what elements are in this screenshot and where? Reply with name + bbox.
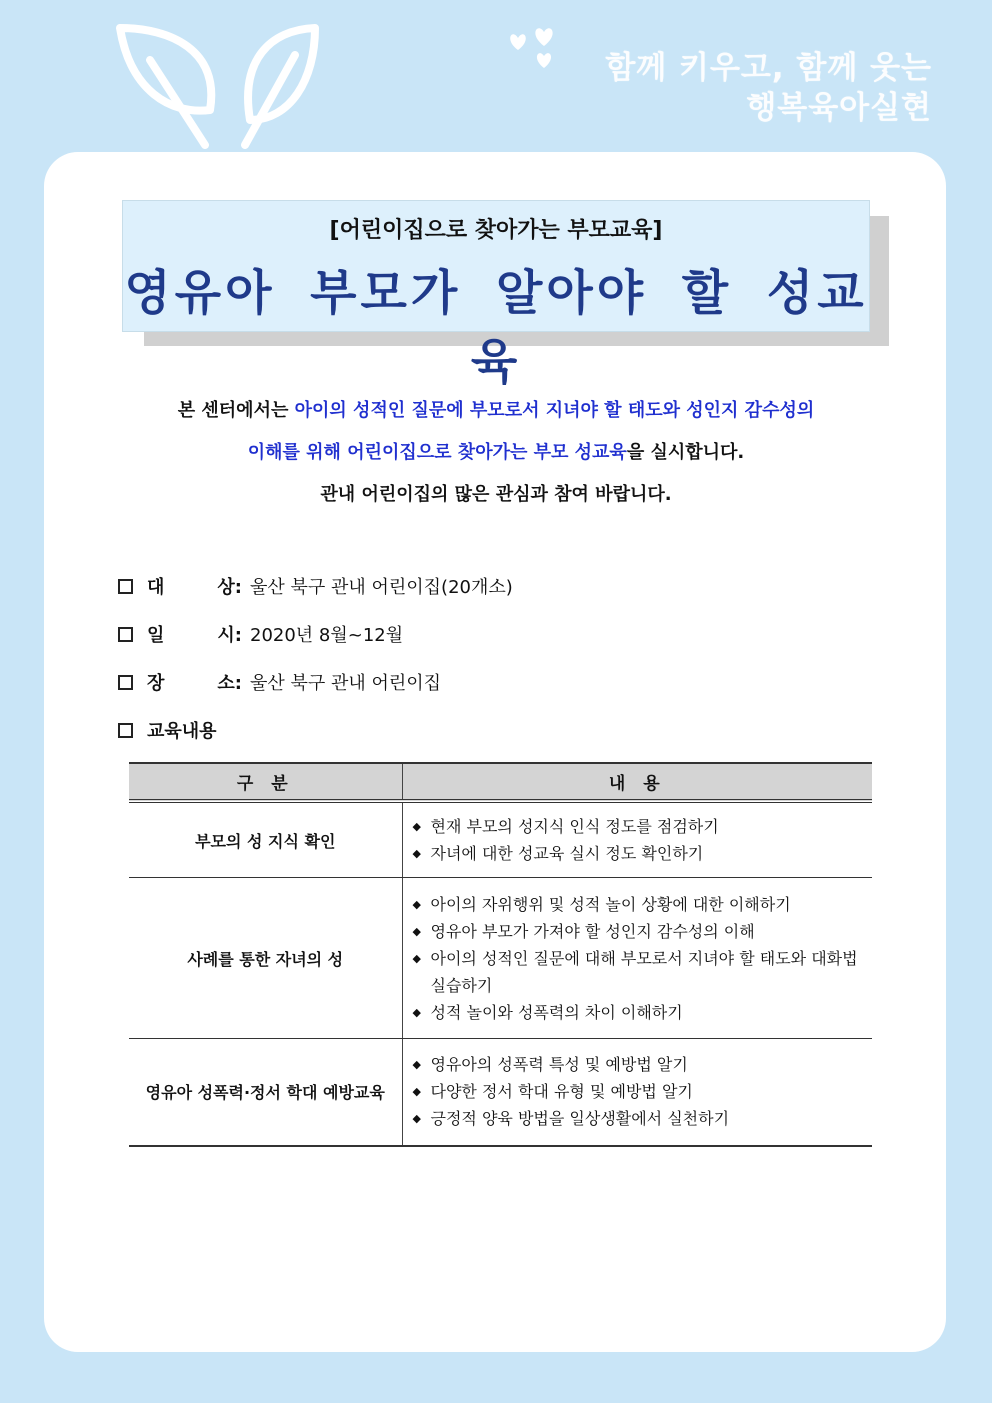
item-text: 현재 부모의 성지식 인식 정도를 점검하기 — [430, 817, 719, 836]
slogan — [605, 48, 932, 128]
info-label: 교육내용 — [147, 721, 217, 742]
list-item — [413, 891, 865, 918]
bullet-icon: ◆ — [412, 1058, 421, 1072]
intro-line-2 — [70, 432, 922, 474]
checkbox-icon — [118, 675, 133, 690]
checkbox-icon — [118, 723, 133, 738]
info-content — [118, 706, 878, 754]
education-table — [129, 762, 872, 1147]
slogan-line-1: 함께 키우고, 함께 웃는 — [605, 50, 932, 86]
title-subtitle: [어린이집으로 찾아가는 부모교육] — [329, 218, 663, 243]
table-category: 부모의 성 지식 확인 — [129, 801, 402, 878]
list-item — [413, 840, 865, 867]
bullet-icon: ◆ — [412, 1005, 421, 1019]
bullet-icon: ◆ — [412, 847, 421, 860]
info-place — [118, 658, 878, 706]
intro-text: 을 실시합니다. — [626, 442, 745, 463]
item-text: 아이의 성적인 질문에 대해 부모로서 지녀야 할 태도와 대화법 실습하기 — [430, 948, 858, 995]
list-item — [413, 1051, 865, 1078]
info-target — [118, 562, 878, 610]
intro-highlight: 아이의 성적인 질문에 부모로서 지녀야 할 태도와 성인지 감수성의 — [294, 400, 815, 421]
bullet-icon: ◆ — [412, 924, 421, 938]
item-text: 자녀에 대한 성교육 실시 정도 확인하기 — [430, 844, 704, 863]
label-part: 일 — [147, 625, 165, 646]
item-text: 성적 놀이와 성폭력의 차이 이해하기 — [430, 1002, 683, 1022]
label-part: 상: — [217, 577, 242, 598]
info-date — [118, 610, 878, 658]
hearts-icon — [508, 26, 568, 74]
leaf-decoration-icon — [110, 20, 330, 160]
intro-highlight: 이해를 위해 어린이집으로 찾아가는 부모 성교육 — [247, 442, 627, 463]
intro-line-1 — [70, 390, 922, 432]
intro-text: 본 센터에서는 — [177, 400, 295, 421]
checkbox-icon — [118, 627, 133, 642]
item-text: 영유아의 성폭력 특성 및 예방법 알기 — [430, 1055, 688, 1075]
intro-text: 관내 어린이집의 많은 관심과 참여 바랍니다. — [320, 484, 672, 505]
bullet-icon: ◆ — [412, 1112, 421, 1126]
intro-paragraph — [70, 390, 922, 516]
label-part: 소: — [217, 673, 242, 694]
item-text: 영유아 부모가 가져야 할 성인지 감수성의 이해 — [430, 921, 755, 941]
title-box — [122, 200, 870, 390]
intro-line-3 — [70, 474, 922, 516]
bullet-icon: ◆ — [412, 1085, 421, 1099]
info-value: 울산 북구 관내 어린이집(20개소) — [250, 577, 513, 598]
table-header-row — [129, 763, 872, 801]
table-header: 구 분 — [129, 763, 402, 801]
table-content — [402, 1039, 872, 1146]
table-row — [129, 878, 872, 1039]
table-category: 영유아 성폭력·정서 학대 예방교육 — [129, 1039, 402, 1146]
list-item — [413, 1078, 865, 1105]
label-part: 대 — [147, 577, 165, 598]
info-label — [147, 573, 242, 599]
table-row — [129, 801, 872, 878]
list-item — [413, 999, 865, 1026]
bullet-icon: ◆ — [412, 897, 421, 911]
label-part: 시: — [217, 625, 242, 646]
bullet-icon: ◆ — [412, 820, 421, 833]
slogan-line-2: 행복육아실현 — [746, 90, 932, 126]
list-item — [413, 918, 865, 945]
info-list — [118, 562, 878, 754]
info-label — [147, 669, 242, 695]
table-row — [129, 1039, 872, 1146]
page-title: 영유아 부모가 알아야 할 성교육 — [124, 265, 868, 390]
checkbox-icon — [118, 579, 133, 594]
info-value: 2020년 8월~12월 — [250, 625, 404, 646]
list-item — [413, 813, 865, 840]
item-text: 긍정적 양육 방법을 일상생활에서 실천하기 — [430, 1109, 730, 1129]
label-part: 장 — [147, 673, 165, 694]
list-item — [413, 1105, 865, 1132]
bullet-icon: ◆ — [412, 951, 421, 965]
info-label — [147, 621, 242, 647]
table-header: 내 용 — [402, 763, 872, 801]
table-category: 사례를 통한 자녀의 성 — [129, 878, 402, 1039]
item-text: 아이의 자위행위 및 성적 놀이 상황에 대한 이해하기 — [430, 894, 791, 914]
table-content — [402, 878, 872, 1039]
item-text: 다양한 정서 학대 유형 및 예방법 알기 — [430, 1082, 693, 1102]
table-content — [402, 801, 872, 878]
info-value: 울산 북구 관내 어린이집 — [250, 673, 442, 694]
list-item — [413, 945, 865, 999]
